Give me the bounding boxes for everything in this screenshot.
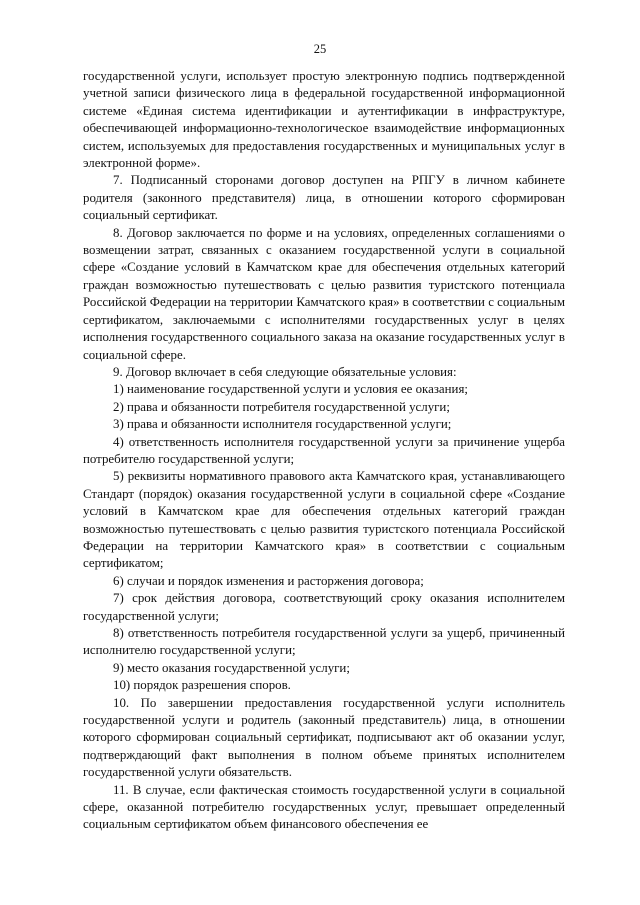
paragraph-7: 7. Подписанный сторонами договор доступен на РПГУ в личном кабинете родителя (законного представителя) лица, в отношении которого сформирован социальный сертификат. — [83, 173, 565, 223]
list-item-2: 2) права и обязанности потребителя государственной услуги; — [113, 399, 450, 414]
paragraph-8: 8. Договор заключается по форме и на условиях, определенных соглашениями о возмещении затрат, связанных с оказанием государственной услуги в социальной сфере «Создание условий в Камчатском крае для обеспечения отдельных категорий граждан возможностью путешествовать с целью развития туристского потенциала Российской Федерации на территории Камчатского края» в соответствии с социальным сертификатом, заключаемыми с исполнителями государственных услуг в целях исполнения государственного социального заказа на оказание государственных услуг в социальной сфере. — [83, 225, 565, 362]
list-item-1: 1) наименование государственной услуги и условия ее оказания; — [113, 382, 468, 397]
list-item-7: 7) срок действия договора, соответствующий сроку оказания исполнителем государственной услуги; — [83, 591, 565, 623]
list-item-8: 8) ответственность потребителя государственной услуги за ущерб, причиненный исполнителю государственной услуги; — [83, 626, 565, 658]
page-number: 25 — [313, 42, 327, 56]
list-item-3: 3) права и обязанности исполнителя государственной услуги; — [113, 417, 452, 432]
list-item-9: 9) место оказания государственной услуги; — [113, 660, 350, 675]
list-item-4: 4) ответственность исполнителя государственной услуги за причинение ущерба потребителю государственной услуги; — [83, 434, 565, 466]
list-item-10: 10) порядок разрешения споров. — [113, 678, 291, 693]
paragraph-continuation: государственной услуги, использует простую электронную подпись подтвержденной учетной записи физического лица в федеральной государственной информационной системе «Единая система идентификации и аутентификации в инфраструктуре, обеспечивающей информационно-технологическое взаимодействие информационных систем, используемых для предоставления государственных и муниципальных услуг в электронной форме». — [83, 69, 565, 171]
list-item-6: 6) случаи и порядок изменения и расторжения договора; — [113, 573, 424, 588]
body-text — [83, 68, 565, 834]
paragraph-9: 9. Договор включает в себя следующие обязательные условия: — [113, 364, 457, 379]
list-item-5: 5) реквизиты нормативного правового акта Камчатского края, устанавливающего Стандарт (порядок) оказания государственной услуги в социальной сфере «Создание условий в Камчатском крае для обеспечения отдельных категорий граждан возможностью путешествовать с целью развития туристского потенциала Российской Федерации на территории Камчатского края» в соответствии с социальным сертификатом; — [83, 469, 565, 571]
paragraph-10: 10. По завершении предоставления государственной услуги исполнитель государственной услуги и родитель (законный представитель) лица, в отношении которого сформирован социальный сертификат, подписывают акт об оказании услуг, подтверждающий факт выполнения в полном объеме принятых исполнителем государственной услуги обязательств. — [83, 695, 565, 780]
paragraph-11: 11. В случае, если фактическая стоимость государственной услуги в социальной сфере, оказанной потребителю государственных услуг, превышает определенный социальным сертификатом объем финансового обеспечения ее — [83, 782, 565, 832]
